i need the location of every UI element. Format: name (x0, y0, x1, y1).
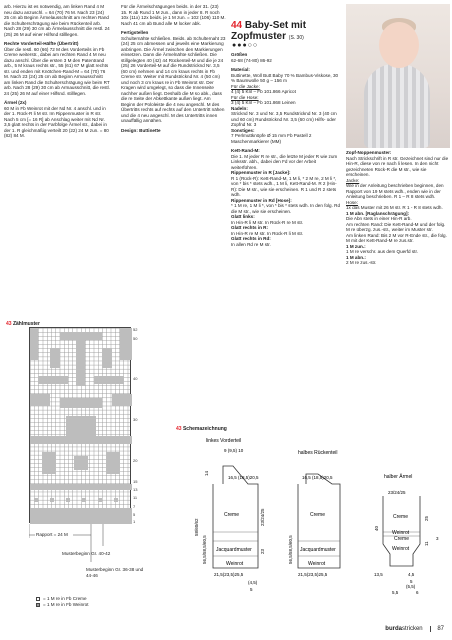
sleeve-dim: 5,5 (392, 590, 399, 595)
paragraph: * 1 M re, 1 M li *, von * bis * stets wdh. In den folg. Rd die M str., wie sie erscheinen. (231, 203, 341, 214)
sleeve-dim: 13,5 (374, 572, 383, 577)
paragraph: 60 M in Fb Weinrot mit der Nd Nr. 4 anschl. und in der 1. Rück-R li M str. Im Rippenmuster in R str. Nach 5 cm [= 16 R] ab Anschlag weiter mit Nd Nr. 3,5 glatt rechts in der Farbfolge Ärmel str., dabei in der 1. R gleichmäßig verteilt 20 (22) 24 M zun. = 80 (82) 84 M. (4, 105, 109, 138)
head-shape (379, 22, 419, 68)
paragraph: Die Abn stets in einer Hin-R arb. (346, 216, 412, 221)
section-heading: Größen (231, 52, 248, 57)
paragraph: Nach Strickschrift in R str. Gezeichnet sind nur die Hin-R, diese von re nach li lesen. In den nicht gezeichneten Rück-R die M str., wie sie erscheinen. (346, 155, 449, 177)
rapport-markers (29, 524, 131, 564)
knitting-chart (29, 327, 131, 523)
section-heading: Zopf-Noppenmuster: (346, 150, 392, 155)
sleeve-side-dim: 40 (374, 525, 379, 531)
section-heading: Ärmel (2x) (4, 100, 27, 105)
paragraph: In Hin-R li M str. In Rück-R re M str. (231, 219, 304, 225)
chart-tick: 30 (133, 417, 138, 422)
front-jacquard: Jacquardmuster (216, 547, 252, 553)
sleeve-weinrot-2: Weinrot (392, 546, 410, 552)
sleeve-dim: (5,5) (406, 584, 416, 589)
section-heading: Rippenmuster in R [Jacke]: (231, 170, 291, 175)
sleeve-piece (374, 473, 439, 595)
legend-swatch-weinrot (36, 603, 40, 607)
front-weinrot: Weinrot (226, 561, 244, 567)
section-heading: Glatt rechts in R: (231, 225, 269, 230)
section-heading: Glatt rechts in Rd: (231, 236, 271, 241)
paragraph: Stricknd Nr. 3 und Nr. 3,5 Rundstricknd Nr. 3 (40 cm und 60 cm) Rundstricknd Nr. 3,5 (60 cm) Hilfs- oder Zopfnd Nr. 3 (231, 111, 337, 127)
paragraph: Die 1. M jeder R re str., die letzte M jeder R wie zum Linksstr. abh., dabei den Fd vor der Arbeit weiterführen. (231, 153, 338, 170)
sleeve-label: halber Ärmel (384, 474, 413, 480)
pattern-page-ref: (S. 30) (288, 35, 304, 41)
paragraph: Am linken Rand: Bis 2 M vor R-Ende str., die folg. M mit der Kett-Rand-M re zus.str. (346, 232, 447, 243)
front-width-dim: 16,5 (18,5)20,5 (228, 475, 259, 480)
front-bottom-dim: 21,5(23,5)25,5 (214, 572, 244, 577)
paragraph: Wie in der Anleitung beschrieben beginnen, den Rapport von 19 M stets wdh., enden wie in der Anleitung beschrieben. R 1 – R 8 stets wdh. (346, 183, 444, 199)
chart-tick: 20 (133, 458, 138, 463)
paragraph: R 1 (Rück-R): Kett-Rand-M, 1 M li, * 2 M re, 2 M li *, von * bis * stets wdh., 1 M li, Kett-Rand-M. R 2 (Hin-R): Die M str., wie sie erscheinen. R 1 und R 2 stets wdh. (231, 175, 337, 197)
front-right-dim: 23 (260, 548, 265, 554)
section-heading: Nadeln: (231, 105, 248, 111)
subheading: Hose: (346, 199, 359, 205)
front-label: linkes Vorderteil (206, 438, 242, 444)
chart-tick: 5 (133, 512, 136, 517)
front-piece (194, 438, 265, 592)
sleeve-weinrot: Weinrot (392, 530, 410, 536)
chart-tick: 50 (133, 336, 138, 341)
subheading: Für die Hose: (231, 94, 259, 100)
schematic-drawing (178, 436, 448, 596)
section-heading: Kett-Rand-M: (231, 148, 260, 153)
schematic-title (176, 426, 227, 432)
paragraph: 1 M re verschr. aus dem Querfd str. (346, 249, 418, 254)
chart-tick: 13 (133, 487, 138, 492)
front-top-side-dim: 14 (204, 470, 209, 476)
paragraph: Für die Ärmelschrägungen beids. in der 31. (23) 15. R ab Rund 1 M zun., dann in jeder 8. R noch 10x (11x) 12x beids. je 1 M zun. = 102 (106) 110 M. Nach 41 cm ab Bund alle M locker abk. (121, 4, 226, 26)
rapport-label: Rapport = 24 M (36, 532, 68, 537)
paragraph: 3 (4) 5 Knl – Fb 101.868 Leinen (231, 100, 296, 105)
back-creme: Creme (310, 512, 326, 518)
sleeve-dim: 6 (416, 590, 419, 595)
pattern-name: Baby-Set mit Zopfmuster (231, 20, 307, 42)
legend-swatch-creme (36, 597, 40, 601)
section-heading: 1 M abn. [Raglanschrägung]: (346, 210, 410, 216)
front-dim: (4,5) (248, 580, 258, 585)
back-bottom-dim: 21,5(23,5)25,5 (298, 572, 328, 577)
section-heading: Rechte Vorderteil-Hälfte (Übertritt) (4, 41, 79, 46)
pattern-title (231, 20, 341, 44)
front-top-dim: 9 (9,5) 10 (224, 448, 244, 453)
sleeve-dim: 5 (410, 579, 413, 584)
subheading: Für die Jacke: (231, 83, 260, 89)
chart-number: 43 (6, 321, 12, 327)
back-side-dim: 56,5/58,5/60,5 (288, 535, 293, 564)
text-column-3 (231, 52, 341, 247)
sleeve-dim: 4,5 (408, 572, 415, 577)
paragraph: Am rechten Rand: Die Kett-Rand-M und der folg. M re überzg. zus.-str., weiter im Muster str. (346, 221, 446, 232)
paragraph: arb. Hierzu ist es notwendig, am linken Rand 4 M neu dazu anzuschl. = 64 (70) 76 M. Nach 23 (24) 25 cm ab Beginn Ärmelausschnitt am rechten Rand die Schulterschrägung wie beim Rückenteil arb. Nach 28 (29) 30 cm ab Ärmelausschnitt die restl. 24 (25) 26 M auf einer Hilfsnd stilllegen. (4, 4, 110, 37)
musterbeginn-label: Musterbeginn Gr. 40-42 (62, 551, 111, 556)
page-footer (385, 626, 444, 632)
musterbeginn-label: Musterbeginn Gr. 36-38 und 44-46 (86, 567, 144, 578)
chart-tick: 7 (133, 504, 136, 509)
schematic-name: Schemazeichnung (182, 426, 227, 432)
legend-text: = 1 M re in Fb Creme (43, 596, 87, 601)
page-number: 87 (430, 626, 444, 632)
brand-name: burda (385, 626, 402, 632)
cardigan-shape (364, 64, 430, 148)
section-heading: Material: (231, 67, 250, 72)
chart-tick: 1 (133, 519, 136, 524)
sleeve-side-dim: 3 (436, 536, 439, 541)
section-heading: Sonstiges: (231, 127, 255, 133)
chart-legend (36, 596, 89, 608)
front-dim: 5 (250, 587, 253, 592)
paragraph: 4 (4) 5 Knl – Fb 101.866 Apricot (231, 89, 296, 94)
section-heading: 1 M zun.: (346, 243, 366, 249)
text-column-1 (4, 4, 110, 143)
sleeve-creme-2: Creme (394, 536, 410, 542)
chart-tick: 11 (133, 495, 138, 500)
sleeve-top-dim: 23/24/25 (388, 490, 406, 495)
brand-suffix: stricken (401, 626, 423, 632)
text-column-2 (121, 4, 226, 137)
baby-photo (346, 4, 450, 148)
chart-tick: 40 (133, 376, 138, 381)
section-heading: 1 M abn.: (346, 254, 366, 260)
section-heading: Rippenmuster in Rd [Hose]: (231, 197, 292, 203)
section-heading: Fertigstellen (121, 30, 149, 35)
sleeve-side-dim: 25 (424, 515, 429, 521)
paragraph: Über die restl. 60 (66) 72 M des Vorderteils im Fb Creme weiterstr., dabei am rechten Rand 4 M neu dazu anschl. Über die ersten 3 M den Patentrand arb., 5 M kraus rechts str., 55 (61) 67 M glatt rechts str. und enden mit Knötchen-Rand-M = 64 (70) 76 M. Nach 23 (24) 25 cm ab Beginn Armausschnitt am linken Rand die Schulterschrägung wie beim RT arb. Nach 28 (29) 30 cm ab Armausschnitt, die restl. 24 (25) 26 M auf einer Hilfsnd. stilllegen. (4, 46, 110, 96)
paragraph: 1x das Muster mit 26 M str. R 1 - R 8 stets wdh. (346, 205, 443, 210)
schematic-number: 43 (176, 426, 182, 432)
front-side-dim: 58/60/62 (194, 518, 199, 536)
difficulty-rating: ●●●○○ (232, 42, 259, 49)
chart-name: Zählmuster (12, 321, 40, 327)
sleeve-side-dim: 11 (424, 541, 429, 546)
paragraph: In allen Rd re M str. (231, 241, 271, 247)
front-side-dim: 56,5/58,5/60,5 (202, 535, 207, 564)
back-width-dim: 16,5 (18,5)20,5 (302, 475, 333, 480)
section-heading: Glatt links: (231, 214, 255, 219)
paragraph: 2 M re zus.-str. (346, 260, 377, 265)
paragraph: Buttinette, Woll Butt Baby 70 % Bambus-Viskose, 30 % Baumwolle 50 g – 156 m (231, 72, 339, 83)
sleeve-creme: Creme (393, 514, 409, 520)
legend-text: = 1 M re in Fb Weinrot (43, 602, 89, 607)
pattern-number: 44 (231, 20, 243, 31)
chart-tick: 15 (133, 479, 138, 484)
subheading: Jacke: (346, 177, 360, 183)
front-creme: Creme (224, 512, 240, 518)
paragraph: Schulternähte schließen. Beids. ab Schulternaht 23 (24) 25 cm abmessen und jeweils eine Markierung anbringen. Die Ärmel zwischen den Markierungen einsetzen. Dann die Ärmelnähte schließen. Die stillgelegten 40 (42) 44 Rückenteil-M und die je 24 (25) 26 Vorderteil-M auf die Rundstricknd Nr. 3,5 (60 cm) nehmen und 14 cm kraus rechts in Fb Creme str. Weiter mit Rundstricknd Nr. 4 (50 cm) und noch 3 cm kraus re in Fb Weinrot str. Der Kragen wird umgelegt, so dass die Innenseite nachher außen liegt. Deshalb die M so abk., dass die re Seite der Abkettkante außen liegt. Am Beginn der Pololeiste die 4 neu angeschl. M des Übertritts rechts auf rechts auf den Untertritt nähen und die 4 neu angeschl. M des Untertritts innen unauffällig annähen. (121, 35, 226, 123)
back-weinrot: Weinrot (308, 561, 326, 567)
back-piece (288, 450, 340, 577)
design-credit: Design: Buttinette (121, 127, 161, 133)
back-label: halbes Rückenteil (298, 450, 338, 456)
chart-tick: 52 (133, 327, 138, 332)
paragraph: In Hin-R re M str. In Rück-R li M str. (231, 230, 304, 236)
text-column-4 (346, 150, 450, 266)
paragraph: 7 Perlmuttknöpfe Ø 15 mm Fb Pastell 2 Maschenmarkierer (MM) (231, 133, 312, 144)
front-right-dim: 23/24/25 (260, 508, 265, 526)
back-jacquard: Jacquardmuster (300, 547, 336, 553)
paragraph: 62-68 (74-80) 86-92 (231, 57, 272, 63)
